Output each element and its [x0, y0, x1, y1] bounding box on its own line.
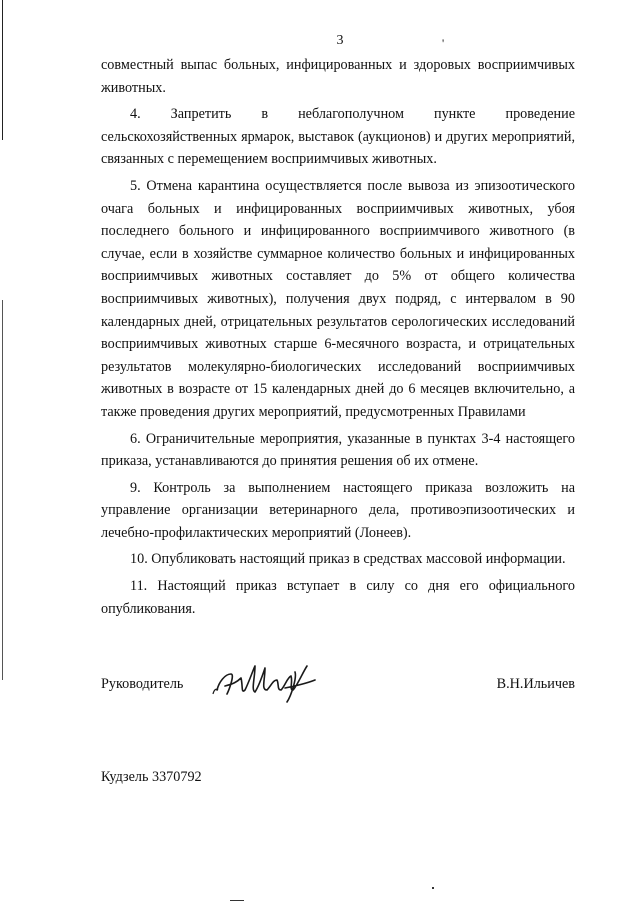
signature-block — [101, 668, 575, 708]
paragraph-item-4: 4. Запретить в неблагополучном пункте проведение сельскохозяйственных ярмарок, выставок (аукционов) и других мероприятий, связанных с перемещением восприимчивых животных. — [101, 106, 575, 168]
document-body — [101, 54, 575, 624]
scan-edge-line — [2, 0, 3, 140]
signer-title: Руководитель — [101, 676, 184, 692]
paragraph-item-10: 10. Опубликовать настоящий приказ в средствах массовой информации. — [130, 551, 566, 568]
scan-edge-line — [2, 300, 3, 680]
handwritten-signature — [211, 660, 321, 704]
signer-name: В.Н.Ильичев — [496, 676, 575, 692]
scan-speck — [432, 887, 434, 889]
paragraph-item-6: 6. Ограничительные мероприятия, указанные в пунктах 3-4 настоящего приказа, устанавливаются до принятия решения об их отмене. — [101, 430, 575, 470]
page-number: 3 — [336, 33, 344, 48]
paragraph-item-11: 11. Настоящий приказ вступает в силу со дня его официального опубликования. — [101, 578, 575, 617]
paragraph-continuation: совместный выпас больных, инфицированных и здоровых восприимчивых животных. — [101, 57, 575, 96]
paragraph-item-9: 9. Контроль за выполнением настоящего приказа возложить на управление организации ветеринарного дела, противоэпизоотических и лечебно-профилактических мероприятий (Лонеев). — [101, 479, 575, 541]
scan-speck — [230, 900, 244, 901]
executor-contact: Кудзель 3370792 — [101, 769, 202, 785]
scan-tick-mark: ' — [442, 36, 445, 50]
paragraph-item-5: 5. Отмена карантина осуществляется после вывоза из эпизоотического очага больных и инфицированных восприимчивых животных, убоя последнего больного и инфицированного восприимчивого животного (в случае, если в хозяйстве суммарное количество больных и инфицированных восприимчивых животных составляет до 5% от общего количества восприимчивых животных), получения двух подряд, с интервалом в 90 календарных дней, отрицательных результатов серологических исследований восприимчивых животных старше 6-месячного возраста, и отрицательных результатов молекулярно-биологических исследований восприимчивых животных в возрасте от 15 календарных дней до 6 месяцев включительно, а также проведения других мероприятий, предусмотренных Правилами — [101, 177, 575, 420]
